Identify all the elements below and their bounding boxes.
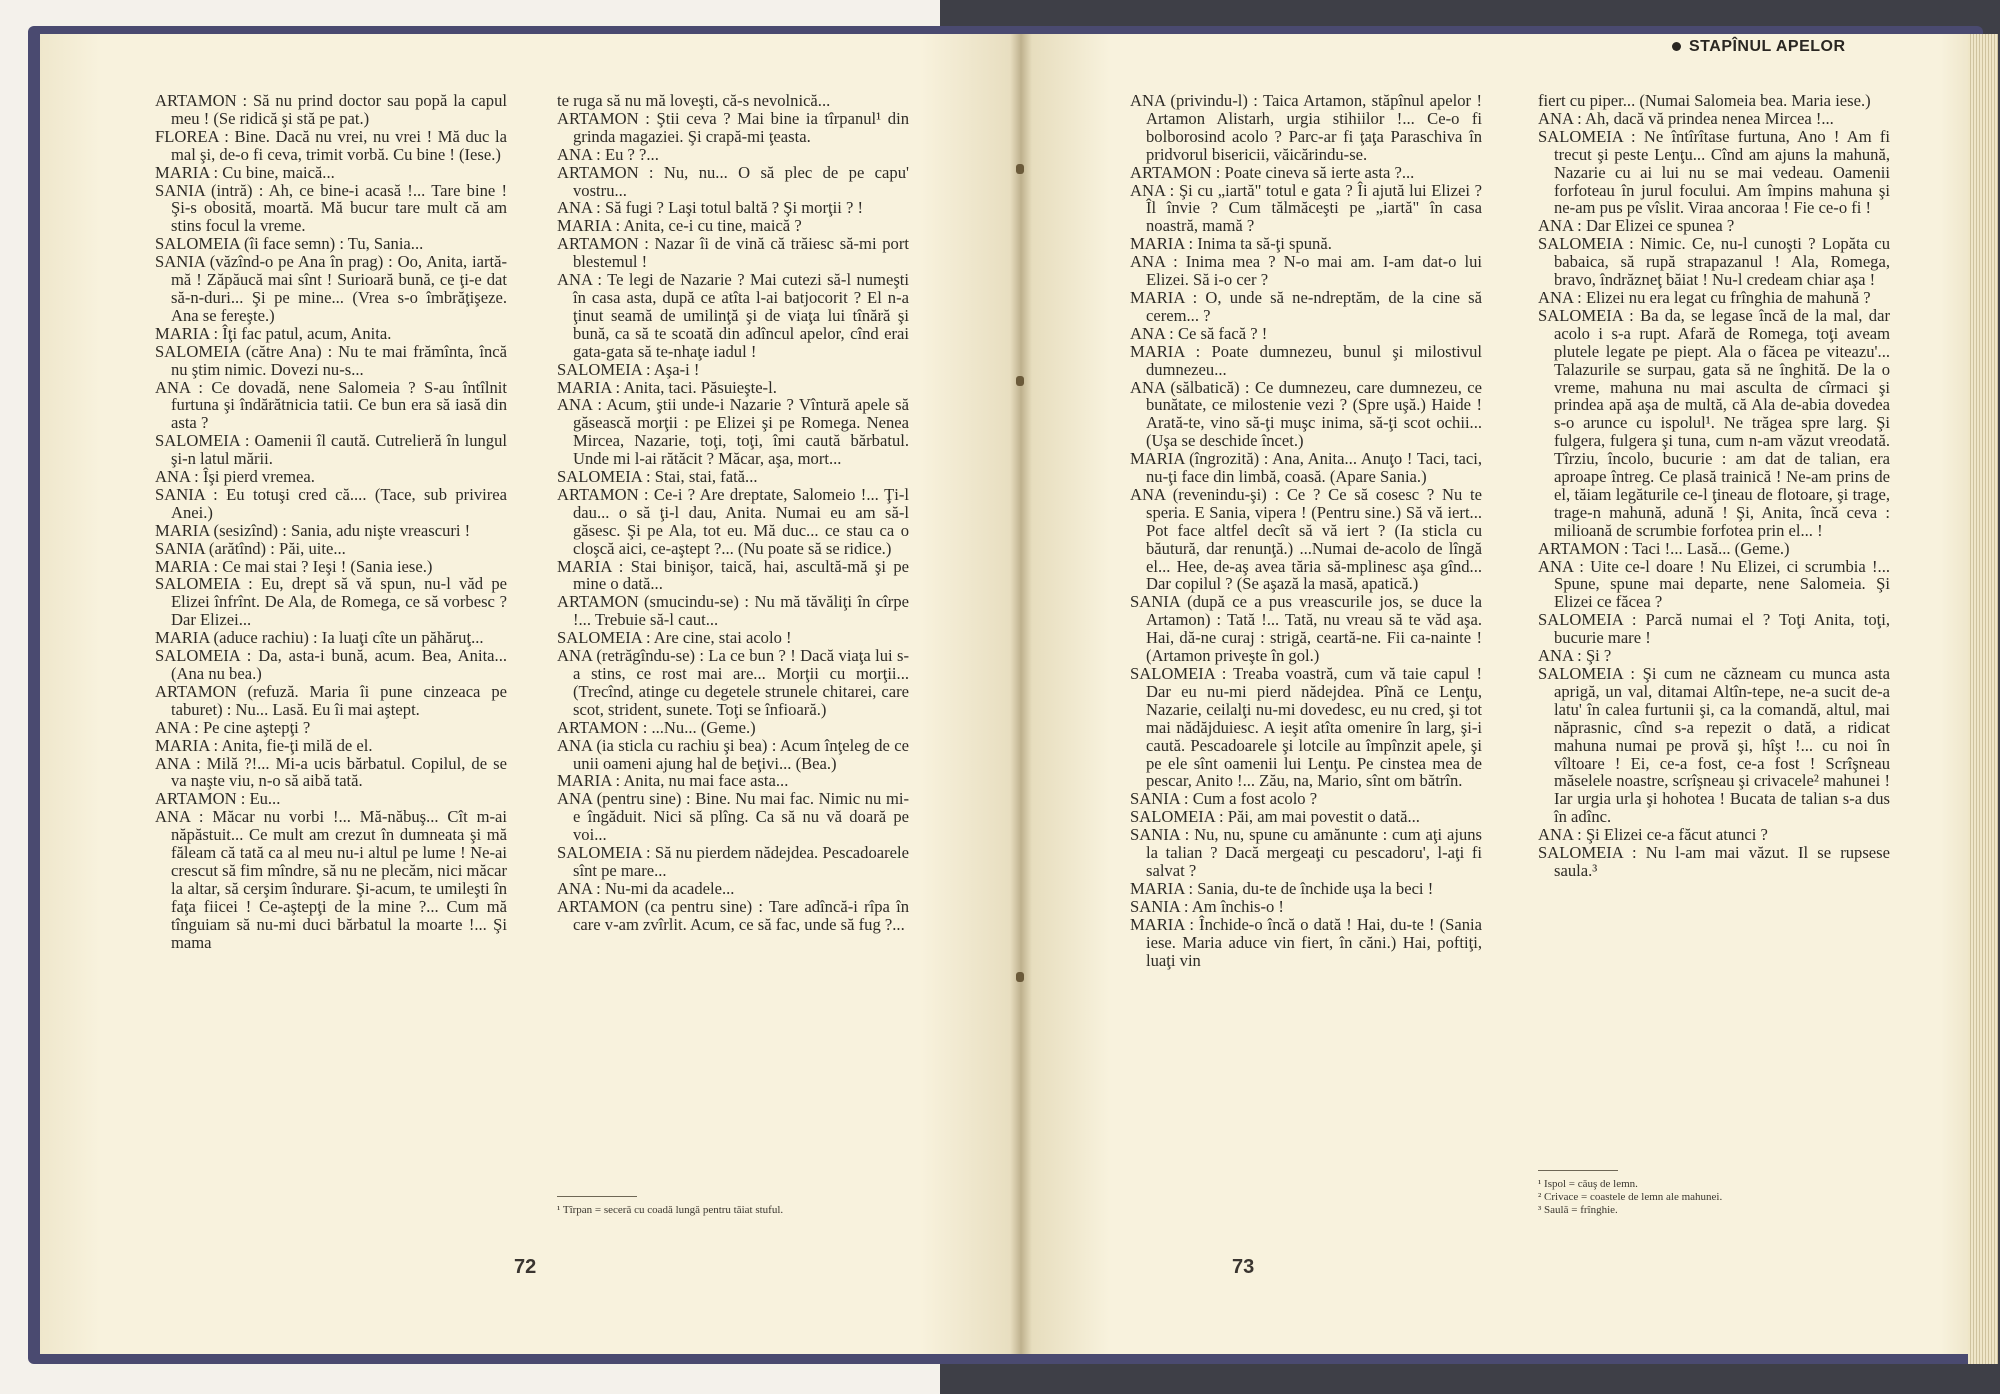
dialogue-line: MARIA : Ce mai stai ? Ieşi ! (Sania iese.) <box>155 556 433 576</box>
footnotes <box>1538 1178 1890 1217</box>
dialogue-line: ANA : Acum, ştii unde-i Nazarie ? Vîntură apele să găsească morţii : pe Elizei şi pe Romega. Nenea Mircea, Nazarie, toţi, toţi, îmi caută bărbatul. Unde mi l-ai rătăcit ? Măcar, aşa, mort... <box>557 395 909 469</box>
dialogue-line: MARIA : Cu bine, maică... <box>155 162 335 182</box>
dialogue-line: MARIA : Inima ta să-ţi spună. <box>1130 234 1332 254</box>
dialogue-line: te ruga să nu mă loveşti, că-s nevolnică... <box>557 91 831 110</box>
dialogue-line: SANIA (după ce a pus vreascurile jos, se duce la Artamon) : Tată !... Tată, nu vreau să te văd aşa. Hai, dă-ne curaj : strigă, ceartă-ne. Fii ca-nainte ! (Artamon priveşte în gol.) <box>1130 592 1482 666</box>
dialogue-line: ARTAMON : Nu, nu... O să plec de pe capu' vostru... <box>557 162 909 200</box>
footnote: ¹ Tîrpan = seceră cu coadă lungă pentru tăiat stuful. <box>557 1204 784 1216</box>
dialogue-line: SALOMEIA : Nimic. Ce, nu-l cunoşti ? Lopăta cu babaica, să rupă strapazanul ! Ala, Romega, bravo, îndrăzneţ băiat ! Nu-l credeam chiar aşa ! <box>1538 234 1890 290</box>
binding-thread <box>1016 972 1024 982</box>
page-number-right: 73 <box>1232 1256 1255 1278</box>
dialogue-line: ANA : Şi cu „iartă" totul e gata ? Îi ajută lui Elizei ? Îl învie ? Cum tălmăceşti pe „iartă" în casa noastră, mamă ? <box>1130 180 1482 236</box>
dialogue-line: ARTAMON : Taci !... Lasă... (Geme.) <box>1538 538 1790 558</box>
right-page-column-1 <box>1130 92 1482 969</box>
dialogue-line: ANA : Inima mea ? N-o mai am. I-am dat-o lui Elizei. Să i-o cer ? <box>1130 252 1482 290</box>
dialogue-line: ANA (ia sticla cu rachiu şi bea) : Acum înţeleg de ce unii oameni ajung hal de beţivi... (Bea.) <box>557 735 909 773</box>
dialogue-line: MARIA (aduce rachiu) : Ia luaţi cîte un păhăruţ... <box>155 628 484 648</box>
dialogue-line: MARIA : Sania, du-te de închide uşa la beci ! <box>1130 878 1434 898</box>
dialogue-line: ANA : Te legi de Nazarie ? Mai cutezi să-l numeşti în casa asta, după ce atîta l-ai batjocorit ? El n-a ţinut seamă de umilinţă şi de viaţa lui tînără şi bună, ca să te scoată din adîncul apelor, cînd erai gata-gata să te-nhaţe iadul ! <box>557 270 909 361</box>
dialogue-line: ANA : Îşi pierd vremea. <box>155 467 315 487</box>
dialogue-line: ANA : Nu-mi da acadele... <box>557 878 735 898</box>
page-number-left: 72 <box>514 1256 537 1278</box>
dialogue-line: ANA (pentru sine) : Bine. Nu mai fac. Nimic nu mi-e îngăduit. Nici să plîng. Ca să nu vă doară pe voi... <box>557 789 909 845</box>
dialogue-line: SALOMEIA : Stai, stai, fată... <box>557 467 758 487</box>
bullet-icon <box>1672 42 1681 51</box>
dialogue-line: MARIA : O, unde să ne-ndreptăm, de la cine să cerem... ? <box>1130 287 1482 325</box>
dialogue-line: SALOMEIA : Oamenii îl caută. Cutrelieră în lungul şi-n latul mării. <box>155 431 507 469</box>
dialogue-line: SANIA : Cum a fost acolo ? <box>1130 789 1318 809</box>
right-page-column-2 <box>1538 92 1890 880</box>
binding-thread <box>1016 164 1024 174</box>
dialogue-line: SALOMEIA : Să nu pierdem nădejdea. Pescadoarele sînt pe mare... <box>557 843 909 880</box>
dialogue-line: SALOMEIA (îi face semn) : Tu, Sania... <box>155 234 424 254</box>
right-page <box>1020 34 1980 1354</box>
footnote-rule <box>1538 1170 1618 1171</box>
book-spread <box>40 34 1980 1354</box>
dialogue-line: ANA (sălbatică) : Ce dumnezeu, care dumnezeu, ce bunătate, ce milostenie vezi ? (Spre uşă.) Haide ! Arată-te, vino să-ţi muşc inima, să-ţi scot ochii... (Uşa se deschide încet.) <box>1130 377 1482 451</box>
dialogue-line: ARTAMON : Eu... <box>155 789 281 809</box>
dialogue-line: SALOMEIA : Ne întîrîtase furtuna, Ano ! Am fi trecut şi peste Lenţu... Cînd am ajuns la mahună, Nazarie cu ai lui nu se mai vedeau. Oamenii forfoteau în jurul focului. Am împins mahuna şi ne-am pus pe vîslit. Viraa ancoraa ! Fie ce-o fi ! <box>1538 126 1890 218</box>
dialogue-line: ARTAMON (ca pentru sine) : Tare adîncă-i rîpa în care v-am zvîrlit. Acum, ce să fac, unde să fug ?... <box>557 896 909 934</box>
running-header <box>1672 38 1846 56</box>
dialogue-line: SANIA (arătînd) : Păi, uite... <box>155 538 346 558</box>
dialogue-line: SANIA : Nu, nu, spune cu amănunte : cum aţi ajuns la talian ? Dacă mergeaţi cu pescadoru', l-aţi fi salvat ? <box>1130 825 1482 880</box>
dialogue-line: ANA : Şi Elizei ce-a făcut atunci ? <box>1538 825 1768 845</box>
dialogue-line: MARIA : Poate dumnezeu, bunul şi milostivul dumnezeu... <box>1130 341 1482 379</box>
dialogue-line: SALOMEIA (către Ana) : Nu te mai frămînta, încă nu ştim nimic. Dovezi nu-s... <box>155 341 507 379</box>
dialogue-line: SALOMEIA : Ba da, se legase încă de la mal, dar acolo i s-a rupt. Afară de Romega, toţi aveam plutele legate pe piept. Ala o făcea pe viteazu'... Talazurile se surpau, gata să ne înghită. De la o vreme, mahuna nu mai asculta de cîrmaci şi prindea apă aşa de multă, că Ala de-abia dovedea s-o arunce cu ispolul¹. Ne trăgea spre larg. Şi fulgera, fulgera şi tuna, cum n-am văzut vreodată. Tîrziu, încolo, bucurie : am dat de talian, era aproape întreg. Ce plasă trainică ! Ne-am prins de el, tăiam legăturile ce-l ţineau de flotoare, şi trage, trage-n mahună, adună ! Şi, Anita, încă ceva : milioană de scrumbie forfotea prin el... ! <box>1538 305 1890 540</box>
dialogue-line: ARTAMON : Să nu prind doctor sau popă la capul meu ! (Se ridică şi stă pe pat.) <box>155 91 507 128</box>
dialogue-line: SALOMEIA : Treaba voastră, cum vă taie capul ! Dar eu nu-mi pierd nădejdea. Pînă ce Lenţu, Nazarie, ceilalţi nu-mi dovedesc, eu nu cred, şi tot mai nădăjduiesc. A ieşit atîta omenire în larg, şi-i caută. Pescadoarele şi lotcile au împînzit apele, şi pe ele sînt oamenii lui Lenţu. Pe cinstea mea de pescar, Anito !... Zău, na, Mario, sînt om bătrîn. <box>1130 664 1482 791</box>
dialogue-line: FLOREA : Bine. Dacă nu vrei, nu vrei ! Mă duc la mal şi, de-o fi ceva, trimit vorbă. Cu bine ! (Iese.) <box>155 126 507 164</box>
dialogue-line: SALOMEIA : Da, asta-i bună, acum. Bea, Anita... (Ana nu bea.) <box>155 646 507 683</box>
footnote: ¹ Ispol = căuş de lemn. <box>1538 1178 1638 1190</box>
dialogue-line: SANIA (văzînd-o pe Ana în prag) : Oo, Anita, iartă-mă ! Zăpăucă mai sînt ! Surioară bună, ce ţi-e dat să-n-duri... Şi pe mine... (Vrea s-o îmbrăţişeze. Ana se fereşte.) <box>155 252 507 325</box>
dialogue-line: ARTAMON (refuză. Maria îi pune cinzeaca pe taburet) : Nu... Lasă. Eu îi mai aştept. <box>155 681 507 719</box>
running-header-title: STAPÎNUL APELOR <box>1689 38 1846 55</box>
dialogue-line: ARTAMON : Nazar îi de vină că trăiesc să-mi port blestemul ! <box>557 234 909 272</box>
dialogue-line: fiert cu piper... (Numai Salomeia bea. Maria iese.) <box>1538 91 1871 110</box>
dialogue-line: SALOMEIA : Parcă numai el ? Toţi Anita, toţi, bucurie mare ! <box>1538 610 1890 648</box>
dialogue-line: ANA (retrăgîndu-se) : La ce bun ? ! Dacă viaţa lui s-a stins, ce rost mai are... Morţii cu morţii... (Trecînd, atinge cu degetele strunele chitarei, care scot, strident, sunete. Toţi se înfioară.) <box>557 646 909 719</box>
left-page-column-2 <box>557 92 909 934</box>
left-page <box>40 34 1020 1354</box>
dialogue-line: ARTAMON : ...Nu... (Geme.) <box>557 717 756 737</box>
dialogue-line: MARIA (îngrozită) : Ana, Anita... Anuţo ! Taci, taci, nu-ţi face din limbă, coasă. (Apare Sania.) <box>1130 449 1482 487</box>
dialogue-line: MARIA : Anita, nu mai face asta... <box>557 771 789 791</box>
dialogue-line: SALOMEIA : Eu, drept să vă spun, nu-l văd pe Elizei înfrînt. De Ala, de Romega, ce să vorbesc ? Dar Elizei... <box>155 574 507 630</box>
dialogue-line: SALOMEIA : Aşa-i ! <box>557 359 700 379</box>
dialogue-line: ANA : Ce dovadă, nene Salomeia ? S-au întîlnit furtuna şi îndărătnicia tatii. Ce bun era să iasă din asta ? <box>155 377 507 433</box>
dialogue-line: ARTAMON (smucindu-se) : Nu mă tăvăliţi în cîrpe !... Trebuie să-l caut... <box>557 592 909 630</box>
left-page-column-1 <box>155 92 507 952</box>
binding-thread <box>1016 376 1024 386</box>
dialogue-line: ANA : Să fugi ? Laşi totul baltă ? Şi morţii ? ! <box>557 198 864 218</box>
dialogue-line: SANIA : Eu totuşi cred că.... (Tace, sub privirea Anei.) <box>155 484 507 522</box>
dialogue-line: MARIA : Anita, fie-ţi milă de el. <box>155 735 373 755</box>
dialogue-line: ANA : Eu ? ?... <box>557 144 659 164</box>
dialogue-line: ANA : Ce să facă ? ! <box>1130 323 1268 343</box>
dialogue-line: SALOMEIA : Are cine, stai acolo ! <box>557 628 792 648</box>
dialogue-line: ANA : Măcar nu vorbi !... Mă-năbuş... Cît m-ai năpăstuit... Ce mult am crezut în dumneata şi mă făleam că tată ca al meu nu-i altul pe lume ! Ne-ai crescut să fim mîndre, să nu ne plecăm, nici măcar la altar, să cerşim îndurare. Şi-acum, te umileşti în faţa fiicei ! Ce-aştepţi de la mine ?... Cum mă tînguiam să nu-mi duci bărbatul la moarte !... Şi mama <box>155 807 507 952</box>
dialogue-line: ANA : Şi ? <box>1538 646 1612 666</box>
footnote-rule <box>557 1196 637 1197</box>
dialogue-line: ANA : Dar Elizei ce spunea ? <box>1538 216 1735 236</box>
dialogue-line: ANA (privindu-l) : Taica Artamon, stăpînul apelor ! Artamon Alistarh, urgia stihiilor !... Ce-o fi bolborosind acolo ? Parc-ar fi ţaţa Paraschiva în pridvorul bisericii, văicărindu-se. <box>1130 91 1482 164</box>
dialogue-line: ANA : Milă ?!... Mi-a ucis bărbatul. Copilul, de se va naşte viu, n-o să aibă tată. <box>155 753 507 791</box>
dialogue-line: SALOMEIA : Şi cum ne căzneam cu munca asta aprigă, un val, ditamai Altîn-tepe, ne-a sucit de-a latu' în calea furtunii şi, ca la comandă, altul, mai năprasnic, cînd s-a repezit o dată, a ridicat mahuna numai pe provă şi, hîşt !... cu noi în vîltoare ! Ei, ce-a fost, ce-a fost ! Scrîşneau măselele noastre, scrîşneau şi crivacele² mahunei ! Iar urgia urla şi hohotea ! Bucata de talian s-a dus în adînc. <box>1538 664 1890 827</box>
dialogue-line: MARIA : Închide-o încă o dată ! Hai, du-te ! (Sania iese. Maria aduce vin fiert, în căni.) Hai, poftiţi, luaţi vin <box>1130 914 1482 970</box>
dialogue-line: MARIA : Anita, taci. Păsuieşte-l. <box>557 377 777 397</box>
dialogue-line: ARTAMON : Ce-i ? Are dreptate, Salomeio !... Ţi-l dau... o să ţi-l dau, Anita. Numai eu am să-l găsesc. Şi pe Ala, tot eu. Mă duc... ce stau ca o cloşcă aici, ce-aştept ?... (Nu poate să se ridice.) <box>557 484 909 558</box>
dialogue-line: MARIA : Anita, ce-i cu tine, maică ? <box>557 216 802 236</box>
dialogue-line: SALOMEIA : Nu l-am mai văzut. Il se rupsese saula.³ <box>1538 843 1890 880</box>
footnote: ² Crivace = coastele de lemn ale mahunei. <box>1538 1191 1723 1203</box>
book-gutter <box>1010 34 1032 1354</box>
dialogue-line: ANA : Elizei nu era legat cu frînghia de mahună ? <box>1538 287 1871 307</box>
dialogue-line: MARIA (sesizînd) : Sania, adu nişte vreascuri ! <box>155 520 471 540</box>
dialogue-line: ANA : Ah, dacă vă prindea nenea Mircea !... <box>1538 108 1834 128</box>
footnote: ³ Saulă = frînghie. <box>1538 1204 1618 1216</box>
dialogue-line: ARTAMON : Poate cineva să ierte asta ?... <box>1130 162 1415 182</box>
dialogue-line: ANA (revenindu-şi) : Ce ? Ce să cosesc ? Nu te speria. E Sania, vipera ! (Pentru sine.) Să vă iert... Pot face altfel decît să vă iert ? (Ia sticla cu băutură, dar renunţă.) ...Numai de-acolo de lîngă el... Hee, de-aş avea tăria să-mplinesc aşa gînd... Dar copilul ? (Se aşază la masă, apatică.) <box>1130 484 1482 594</box>
dialogue-line: SANIA : Am închis-o ! <box>1130 896 1284 916</box>
dialogue-line: ANA : Pe cine aştepţi ? <box>155 717 311 737</box>
dialogue-line: SANIA (intră) : Ah, ce bine-i acasă !... Tare bine ! Şi-s obosită, moartă. Mă bucur tare mult că am stins focul la vreme. <box>155 180 507 236</box>
dialogue-line: ANA : Uite ce-l doare ! Nu Elizei, ci scrumbia !... Spune, spune mai departe, nene Salomeia. Şi Elizei ce făcea ? <box>1538 556 1890 612</box>
dialogue-line: SALOMEIA : Păi, am mai povestit o dată... <box>1130 807 1420 827</box>
dialogue-line: ARTAMON : Ştii ceva ? Mai bine ia tîrpanul¹ din grinda magaziei. Şi crapă-mi ţeasta. <box>557 108 909 146</box>
dialogue-line: MARIA : Stai binişor, taică, hai, ascultă-mă şi pe mine o dată... <box>557 556 909 594</box>
page-edges <box>1968 34 1998 1364</box>
dialogue-line: MARIA : Îţi fac patul, acum, Anita. <box>155 323 392 343</box>
